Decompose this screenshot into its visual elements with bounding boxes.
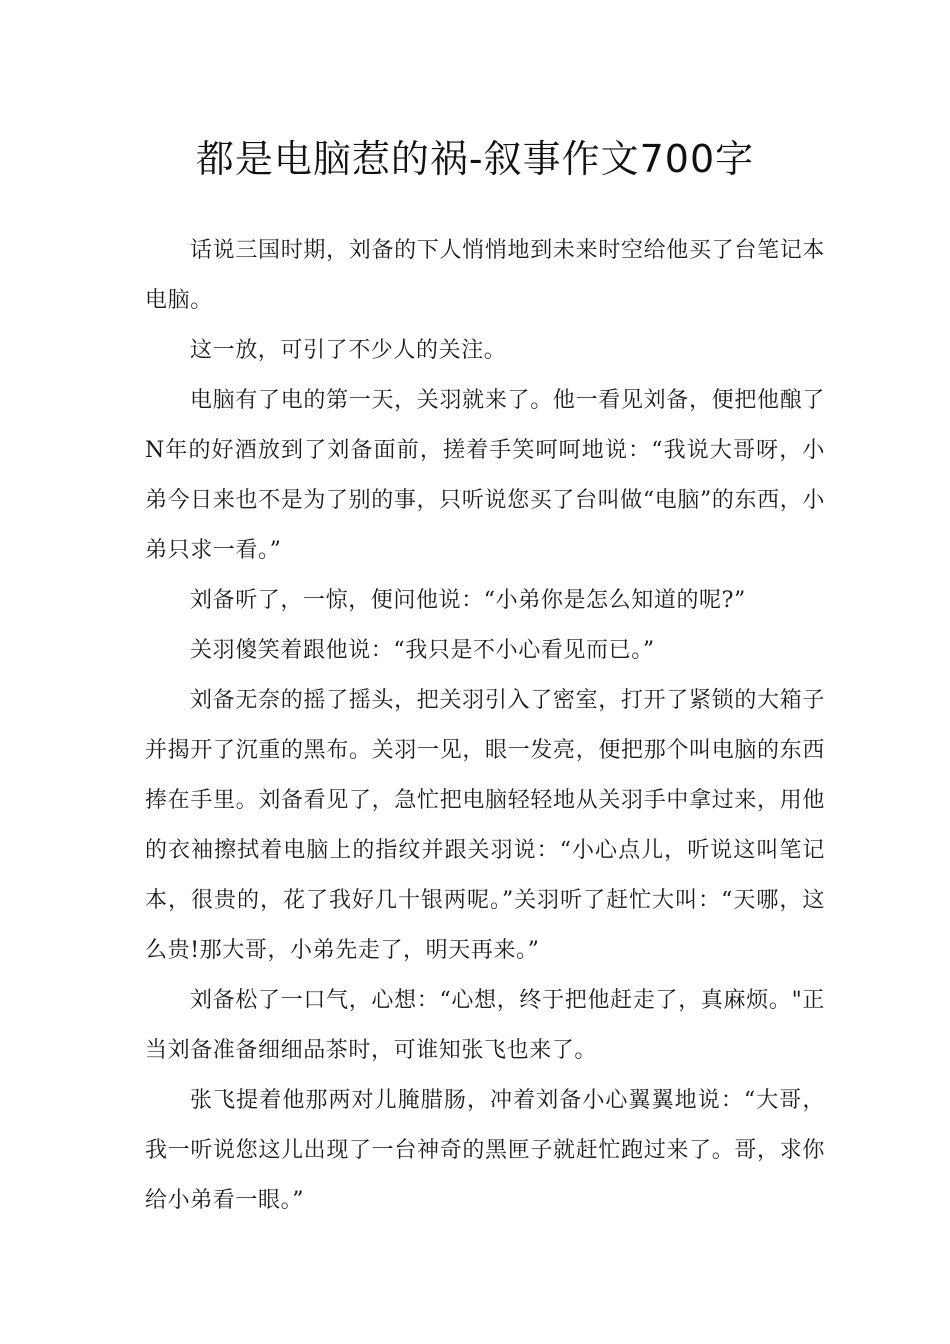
paragraph-4: 刘备听了，一惊，便问他说：“小弟你是怎么知道的呢?” bbox=[190, 588, 746, 613]
paragraph-8: 张飞提着他那两对儿腌腊肠，冲着刘备小心翼翼地说：“大哥，我一听说您这儿出现了一台神奇的黑匣子就赶忙跑过来了。哥，求你给小弟看一眼。” bbox=[145, 1088, 825, 1213]
paragraph-7: 刘备松了一口气，心想：“心想，终于把他赶走了，真麻烦。"正当刘备准备细细品茶时，可谁知张飞也来了。 bbox=[145, 988, 825, 1063]
document-body bbox=[145, 226, 825, 1226]
paragraph-5: 关羽傻笑着跟他说：“我只是不小心看见而已。” bbox=[190, 638, 655, 663]
paragraph-3: 电脑有了电的第一天，关羽就来了。他一看见刘备，便把他酿了N年的好酒放到了刘备面前，搓着手笑呵呵地说：“我说大哥呀，小弟今日来也不是为了别的事，只听说您买了台叫做“电脑”的东西，小弟只求一看。” bbox=[145, 388, 825, 563]
paragraph-6: 刘备无奈的摇了摇头，把关羽引入了密室，打开了紧锁的大箱子并揭开了沉重的黑布。关羽一见，眼一发亮，便把那个叫电脑的东西捧在手里。刘备看见了，急忙把电脑轻轻地从关羽手中拿过来，用他的衣袖擦拭着电脑上的指纹并跟关羽说：“小心点儿，听说这叫笔记本，很贵的，花了我好几十银两呢。”关羽听了赶忙大叫：“天哪，这么贵!那大哥，小弟先走了，明天再来。” bbox=[145, 688, 825, 963]
document-title: 都是电脑惹的祸-叙事作文700字 bbox=[195, 137, 755, 181]
paragraph-2: 这一放，可引了不少人的关注。 bbox=[190, 338, 507, 363]
paragraph-1: 话说三国时期，刘备的下人悄悄地到未来时空给他买了台笔记本电脑。 bbox=[145, 238, 825, 313]
